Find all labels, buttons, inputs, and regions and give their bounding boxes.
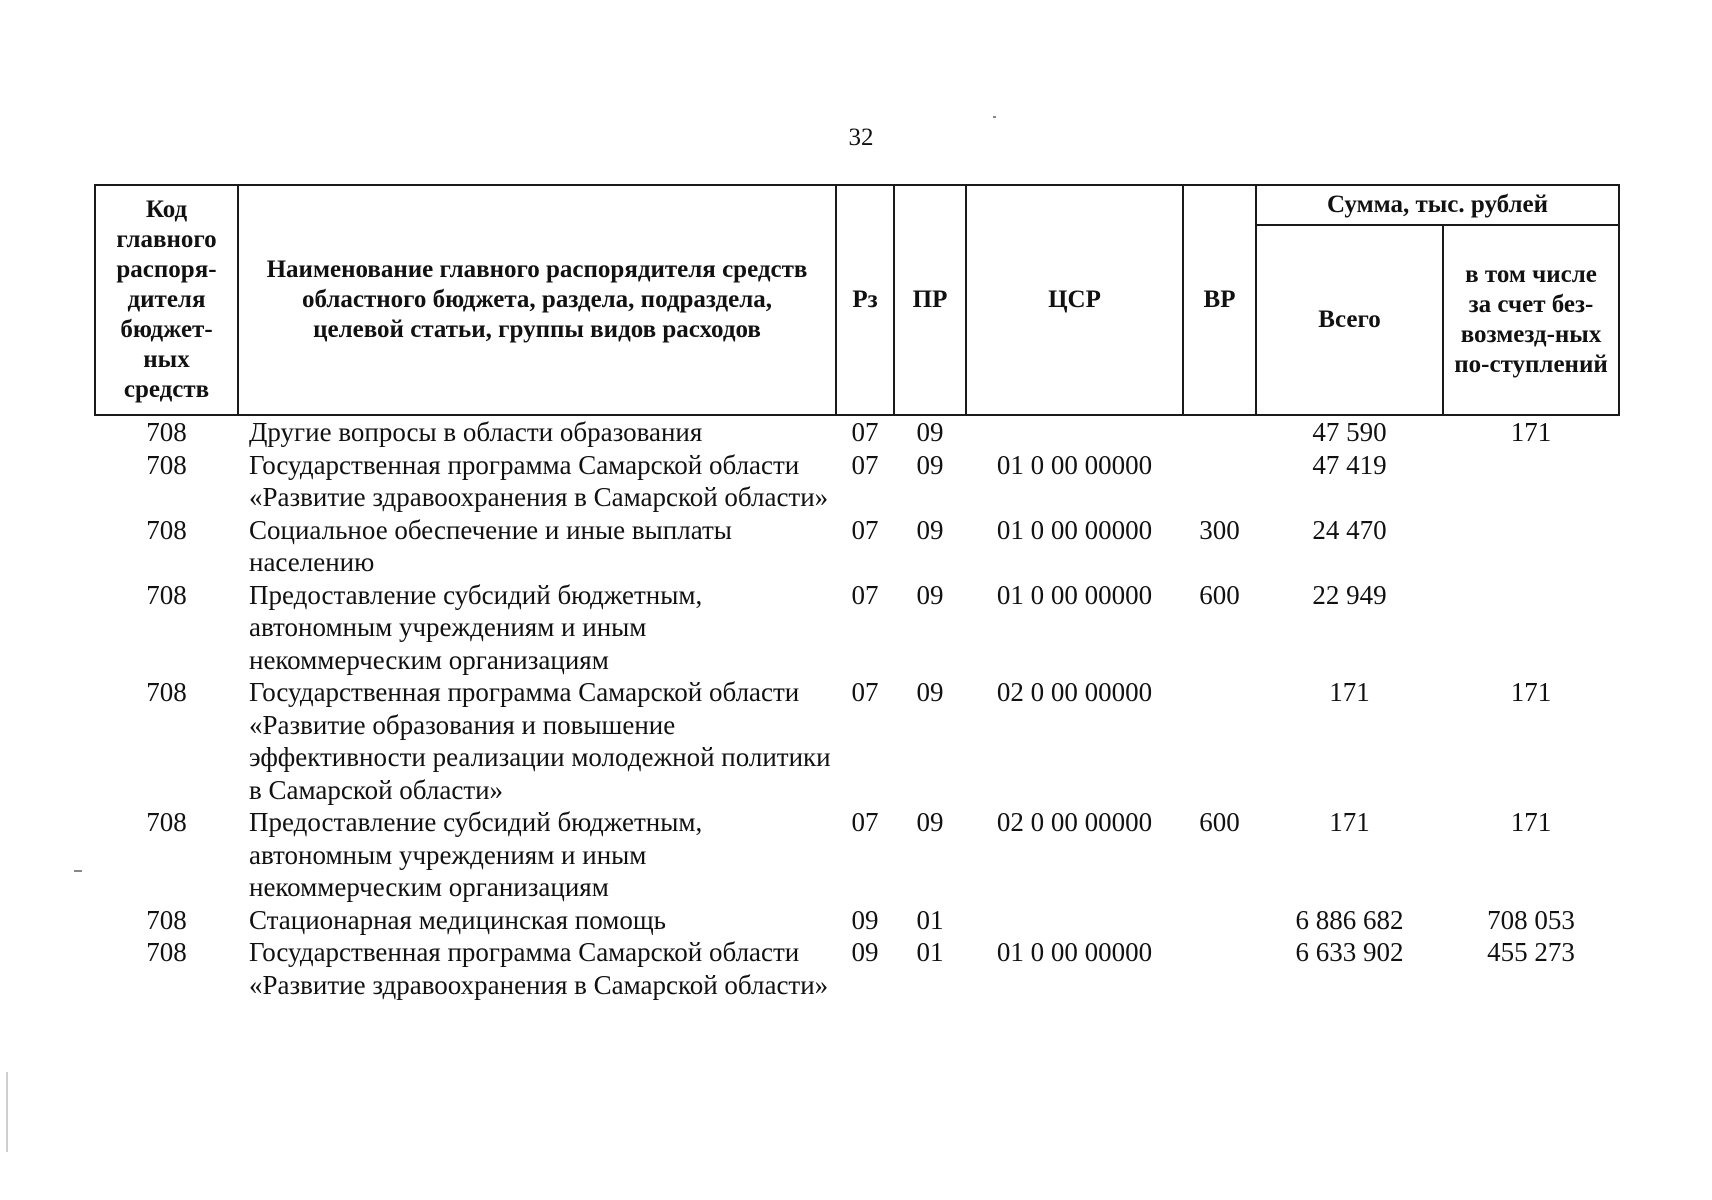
header-total-label: Всего [1318,306,1381,333]
table-row [95,936,1619,1001]
cell-vr: 600 [1199,807,1240,837]
cell-code: 708 [146,807,187,837]
cell-total: 6 633 902 [1295,937,1404,967]
table-row [95,449,1619,514]
cell-name: Социальное обеспечение и иные выплаты населению [249,514,732,577]
cell-vr: 600 [1199,579,1240,610]
cell-total: 6 886 682 [1295,904,1404,935]
cell-free: 171 [1510,417,1552,447]
cell-code: 708 [146,514,187,545]
cell-free [1443,579,1619,677]
header-code [95,185,238,415]
cell-vr [1183,676,1256,806]
cell-total: 22 949 [1312,579,1387,610]
cell-total: 171 [1329,677,1370,707]
cell-free: 708 053 [1487,904,1575,935]
cell-free [1443,514,1619,579]
cell-rz: 07 [851,807,879,837]
cell-csr: 02 0 00 00000 [996,677,1153,707]
header-name [238,185,836,415]
header-sum-label: Сумма, тыс. рублей [1326,191,1549,218]
cell-total: 171 [1329,807,1370,837]
header-vr [1183,185,1256,415]
cell-pr: 09 [916,579,944,610]
cell-vr [1183,415,1256,449]
cell-total: 47 419 [1312,449,1387,480]
header-rz-label: Рз [852,286,878,313]
cell-rz: 07 [851,417,879,447]
table-row [95,806,1619,904]
header-total [1256,225,1443,415]
cell-pr: 09 [916,677,944,707]
cell-code: 708 [146,937,187,967]
cell-pr: 09 [916,449,944,480]
cell-vr [1183,904,1256,937]
cell-code: 708 [146,449,187,480]
header-rz [836,185,894,415]
table-row [95,579,1619,677]
cell-csr [966,415,1183,449]
budget-table [94,184,1620,1001]
cell-name: Государственная программа Самарской области «Развитие здравоохранения в Самарской области» [249,449,829,512]
header-pr [894,185,966,415]
table-header [95,185,1619,415]
cell-total: 47 590 [1312,417,1387,447]
cell-code: 708 [146,904,187,935]
table-row [95,904,1619,937]
header-free-label: в том числе за счет без-возмезд-ных по-ступлений [1454,261,1608,378]
cell-pr: 01 [916,904,944,935]
cell-name: Стационарная медицинская помощь [249,904,666,935]
cell-csr: 01 0 00 00000 [996,449,1153,480]
header-csr-label: ЦСР [1048,286,1101,313]
cell-code: 708 [146,417,187,447]
cell-csr: 01 0 00 00000 [996,514,1153,545]
cell-free [1443,449,1619,514]
header-vr-label: ВР [1203,286,1236,313]
cell-csr: 02 0 00 00000 [996,807,1153,837]
table-body [95,415,1619,1001]
cell-name: Предоставление субсидий бюджетным, автономным учреждениям и иным некоммерческим организациям [249,807,703,902]
cell-total: 24 470 [1312,514,1387,545]
cell-pr: 09 [916,514,944,545]
header-sum [1256,185,1619,225]
cell-pr: 01 [916,937,944,967]
cell-rz: 07 [851,514,879,545]
cell-csr [966,904,1183,937]
cell-code: 708 [146,579,187,610]
cell-free: 455 273 [1487,937,1575,967]
cell-vr [1183,936,1256,1001]
cell-free: 171 [1510,807,1552,837]
cell-name: Предоставление субсидий бюджетным, автономным учреждениям и иным некоммерческим организациям [249,579,703,675]
cell-rz: 07 [851,449,879,480]
header-pr-label: ПР [912,286,948,313]
header-csr [966,185,1183,415]
cell-rz: 07 [851,677,879,707]
cell-rz: 09 [851,904,879,935]
scan-artifact [6,1072,8,1152]
cell-vr [1183,449,1256,514]
table-row [95,415,1619,449]
cell-rz: 09 [851,937,879,967]
cell-csr: 01 0 00 00000 [996,937,1153,967]
scan-artifact [993,116,996,118]
header-name-label: Наименование главного распорядителя средств областного бюджета, раздела, подраздела, целевой статьи, группы видов расходов [266,256,808,343]
table-row [95,514,1619,579]
cell-vr: 300 [1199,514,1240,545]
cell-pr: 09 [916,807,944,837]
cell-rz: 07 [851,579,879,610]
table-row [95,676,1619,806]
cell-pr: 09 [916,417,944,447]
cell-name: Государственная программа Самарской области «Развитие образования и повышение эффективности реализации молодежной политики в Самарской области» [249,677,831,805]
header-code-label: Код главного распоря-дителя бюджет-ных средств [116,196,217,403]
header-free [1443,225,1619,415]
cell-csr: 01 0 00 00000 [996,579,1153,610]
cell-name: Государственная программа Самарской области «Развитие здравоохранения в Самарской области» [249,937,829,1000]
page-number: 32 [848,124,874,151]
cell-free: 171 [1510,677,1552,707]
cell-code: 708 [146,677,187,707]
scan-artifact [74,870,82,872]
cell-name: Другие вопросы в области образования [249,417,703,447]
